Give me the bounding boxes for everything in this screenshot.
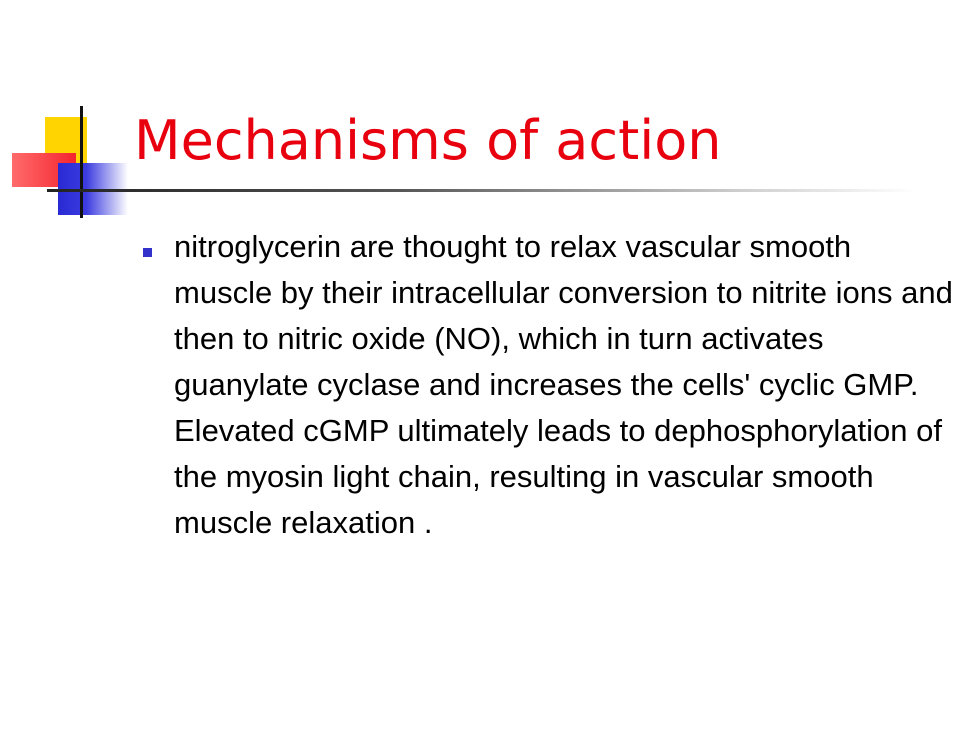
bullet-text: nitroglycerin are thought to relax vascular smooth muscle by their intracellular conversion to nitrite ions and then to nitric oxide (NO), which in turn activates guanylate cyclase and increases the cells' cyclic GMP. Elevated cGMP ultimately leads to dephosphorylation of the myosin light chain, resulting in vascular smooth muscle relaxation .	[174, 229, 953, 540]
list-item	[134, 224, 954, 546]
vertical-rule	[80, 106, 83, 218]
slide-title: Mechanisms of action	[134, 109, 722, 172]
corner-decoration	[0, 0, 140, 230]
square-bullet-icon	[143, 248, 152, 257]
title-underline	[47, 189, 917, 192]
bullet-list	[134, 224, 954, 546]
